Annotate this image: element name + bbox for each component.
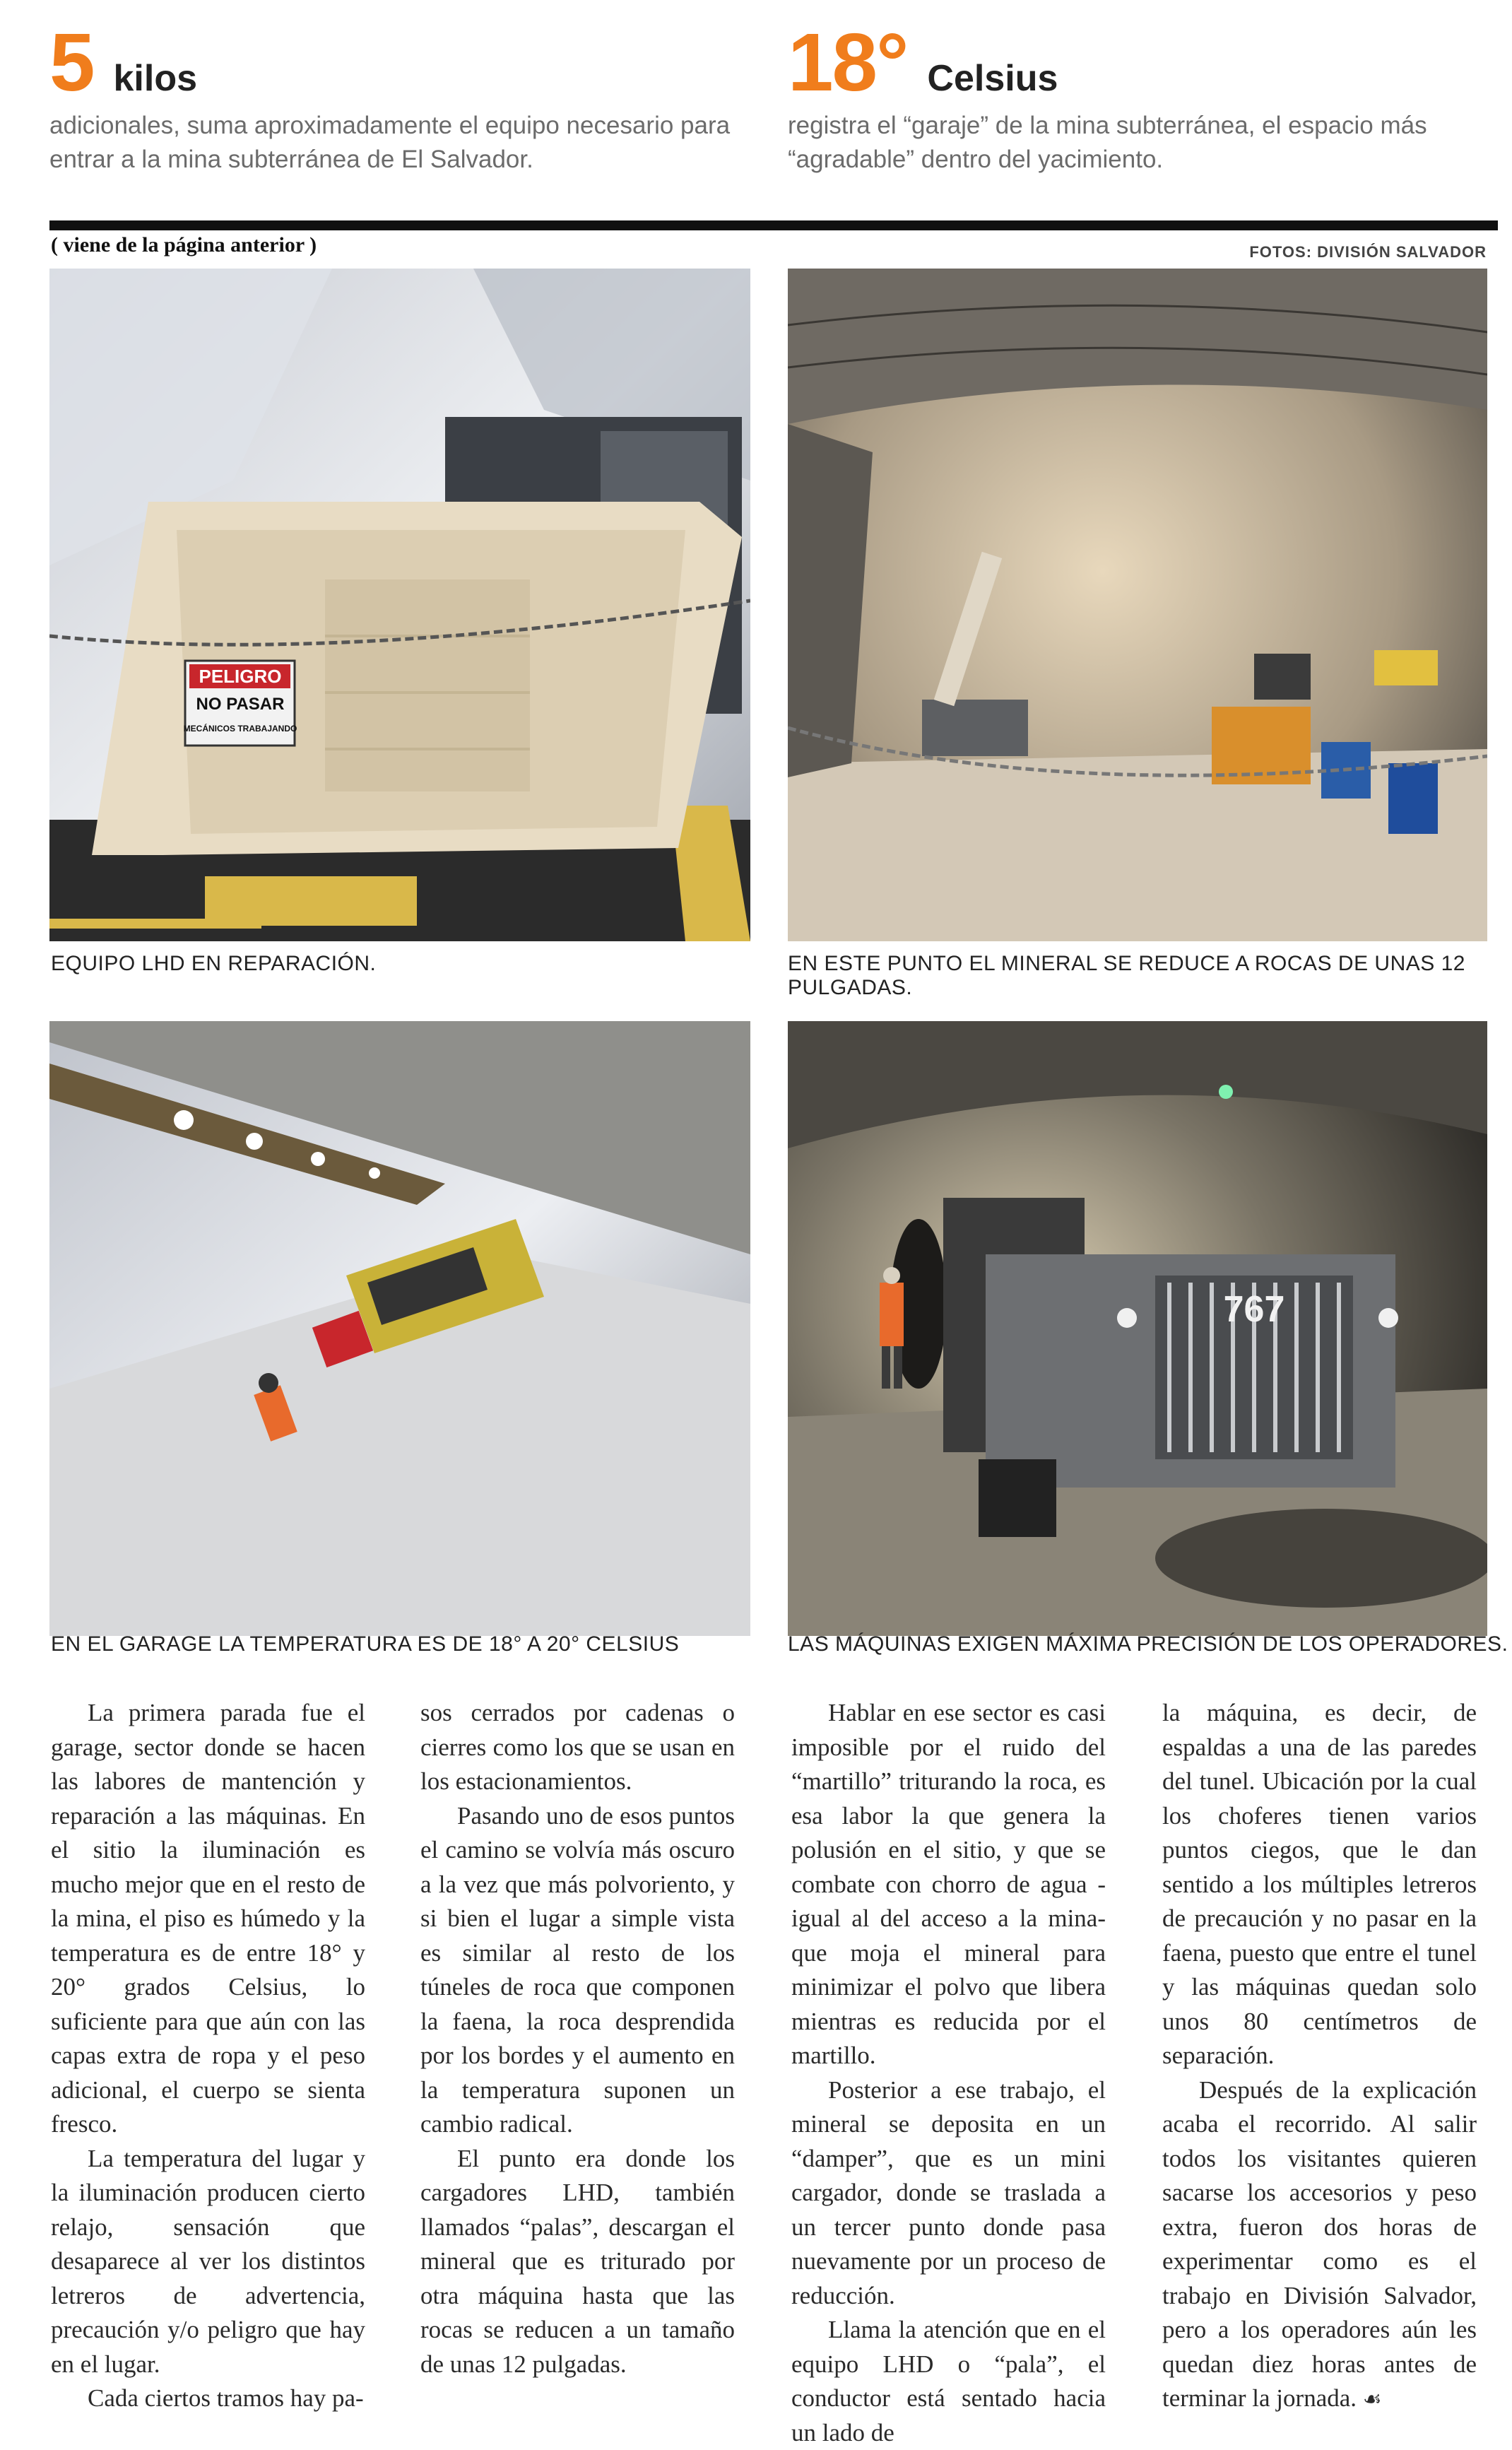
- article-paragraph: El punto era donde los cargadores LHD, también llamados “palas”, descargan el mineral que es triturado por otra máquina hasta que las rocas se reducen a un tamaño de unas 12 pulgadas.: [420, 2144, 735, 2378]
- photo-crusher-point: [788, 269, 1487, 941]
- end-mark-icon: ☙: [1362, 2387, 1382, 2412]
- article-paragraph: la máquina, es decir, de espaldas a una de las paredes del tunel. Ubicación por la cual los choferes tienen varios puntos ciegos, que le dan sentido a los múltiples letreros de precaución y no pasar en la faena, puesto que entre el tunel y las máquinas quedan solo unos 80 centímetros de separación.: [1162, 1699, 1477, 2069]
- sign-no-pass-text: NO PASAR: [196, 695, 285, 714]
- article-paragraph: Hablar en ese sector es casi imposible por el ruido del “martillo” triturando la roca, es esa labor la que genera la polusión en el sitio, y que se combate con chorro de agua -igual al del acceso a la mina- que moja el mineral para minimizar el polvo que libera mientras es reducida por el martillo.: [791, 1699, 1106, 2069]
- photo-caption: EN ESTE PUNTO EL MINERAL SE REDUCE A ROCAS DE UNAS 12 PULGADAS.: [788, 952, 1465, 999]
- photo-credit: FOTOS: DIVISIÓN SALVADOR: [1249, 243, 1487, 261]
- danger-sign: [184, 661, 297, 746]
- article-paragraph: [1162, 2073, 1477, 2417]
- article-column-3: [791, 1696, 1106, 2450]
- stat-description: adicionales, suma aproximadamente el equipo necesario para entrar a la mina subterránea de El Salvador.: [49, 112, 731, 173]
- stat-number: 5: [49, 16, 94, 108]
- machine-number: 767: [1223, 1289, 1285, 1330]
- article-paragraph: Llama la atención que en el equipo LHD o “pala”, el conductor está sentado hacia un lado de: [791, 2316, 1106, 2446]
- article-paragraph: La temperatura del lugar y la iluminación producen cierto relajo, sensación que desaparece al ver los distintos letreros de advertencia, precaución y/o peligro que hay en el lugar.: [51, 2144, 365, 2378]
- continued-note: ( viene de la página anterior ): [51, 233, 317, 257]
- stat-unit: kilos: [113, 58, 198, 99]
- photo-caption: EN EL GARAGE LA TEMPERATURA ES DE 18° A 20° CELSIUS: [51, 1632, 680, 1656]
- photo-garage-tunnel: [49, 1021, 750, 1636]
- article-paragraph-text: Después de la explicación acaba el recorrido. Al salir todos los visitantes quieren sacarse los accesorios y peso extra, fueron dos horas de experimentar como es el trabajo en División Salvador, pero a los operadores aún les quedan diez horas antes de terminar la jornada.: [1162, 2075, 1477, 2412]
- stat-description: registra el “garaje” de la mina subterránea, el espacio más “agradable” dentro del yacimiento.: [788, 112, 1427, 173]
- article-column-4: [1162, 1696, 1477, 2417]
- article-paragraph: Pasando uno de esos puntos el camino se volvía más oscuro a la vez que más polvoriento, y si bien el lugar a simple vista es similar al resto de los túneles de roca que componen la faena, la roca desprendida por los bordes y el aumento en la temperatura suponen un cambio radical.: [420, 1801, 735, 2138]
- article-paragraph: Cada ciertos tramos hay pa-: [88, 2384, 364, 2412]
- sign-mechanics-text: MECÁNICOS TRABAJANDO: [183, 724, 297, 734]
- article-column-1: [51, 1696, 365, 2416]
- photo-caption: LAS MÁQUINAS EXIGEN MÁXIMA PRECISIÓN DE LOS OPERADORES.: [788, 1632, 1508, 1656]
- section-divider: [49, 220, 1498, 230]
- article-paragraph: sos cerrados por cadenas o cierres como los que se usan en los estacionamientos.: [420, 1699, 735, 1795]
- stat-weight: [49, 16, 777, 177]
- photo-caption: EQUIPO LHD EN REPARACIÓN.: [51, 952, 377, 975]
- stat-unit: Celsius: [927, 58, 1058, 99]
- sign-danger-text: PELIGRO: [199, 666, 282, 687]
- article-paragraph: La primera parada fue el garage, sector donde se hacen las labores de mantención y reparación a las máquinas. En el sitio la iluminación es mucho mejor que en el resto de la mina, el piso es húmedo y la temperatura es de entre 18° y 20° grados Celsius, lo suficiente para que aún con las capas extra de ropa y el peso adicional, el cuerpo se sienta fresco.: [51, 1699, 365, 2138]
- stat-temperature: [788, 16, 1512, 177]
- photo-lhd-repair: [49, 269, 750, 941]
- article-column-2: [420, 1696, 735, 2381]
- article-paragraph: Posterior a ese trabajo, el mineral se deposita en un “damper”, que es un mini cargador, donde se traslada a un tercer punto donde pasa nuevamente por un proceso de reducción.: [791, 2075, 1106, 2309]
- photo-lhd-machine: [788, 1021, 1487, 1636]
- stat-number: 18°: [788, 16, 908, 108]
